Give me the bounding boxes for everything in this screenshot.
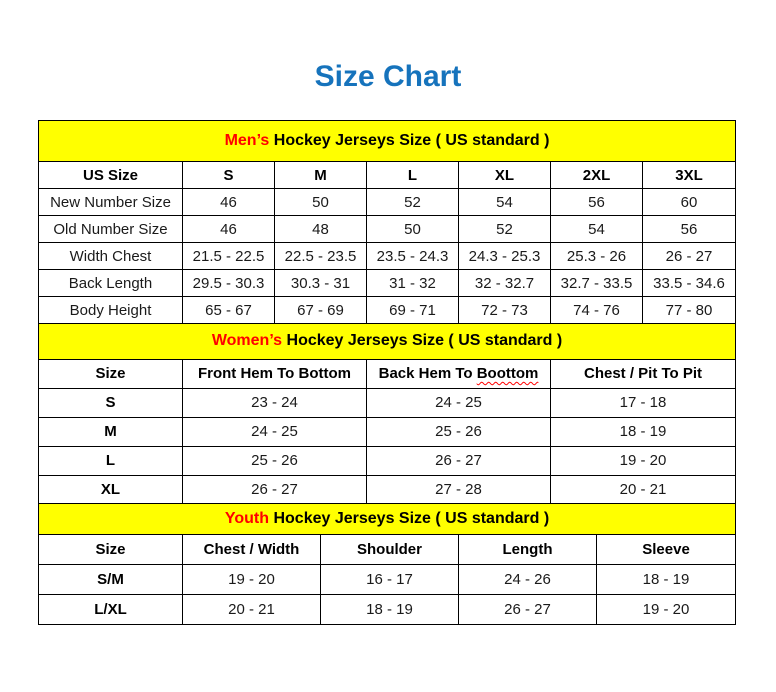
mens-section-header bbox=[39, 121, 736, 162]
row-label: M bbox=[39, 417, 183, 446]
table-row bbox=[39, 243, 736, 270]
column-header: Chest / Pit To Pit bbox=[551, 359, 736, 388]
row-label: Back Length bbox=[39, 270, 183, 297]
cell: 19 - 20 bbox=[597, 595, 736, 625]
cell: 25.3 - 26 bbox=[551, 243, 643, 270]
cell: 54 bbox=[459, 189, 551, 216]
row-label: Body Height bbox=[39, 297, 183, 324]
cell: 20 - 21 bbox=[183, 595, 321, 625]
cell: 19 - 20 bbox=[183, 565, 321, 595]
cell: 24 - 25 bbox=[183, 417, 367, 446]
column-header: Sleeve bbox=[597, 535, 736, 565]
cell: 29.5 - 30.3 bbox=[183, 270, 275, 297]
column-header: Size bbox=[39, 359, 183, 388]
cell: 69 - 71 bbox=[367, 297, 459, 324]
cell: 24 - 26 bbox=[459, 565, 597, 595]
table-row bbox=[39, 270, 736, 297]
column-header: 2XL bbox=[551, 162, 643, 189]
youth-column-header-row bbox=[39, 535, 736, 565]
cell: 46 bbox=[183, 189, 275, 216]
cell: 16 - 17 bbox=[321, 565, 459, 595]
cell: 72 - 73 bbox=[459, 297, 551, 324]
cell: 26 - 27 bbox=[367, 446, 551, 475]
mens-section-title-black: Hockey Jerseys Size ( US standard ) bbox=[269, 132, 550, 149]
cell: 26 - 27 bbox=[183, 475, 367, 504]
cell: 31 - 32 bbox=[367, 270, 459, 297]
youth-section-title bbox=[39, 504, 736, 535]
youth-size-table bbox=[38, 503, 736, 625]
column-header: Shoulder bbox=[321, 535, 459, 565]
column-header: Length bbox=[459, 535, 597, 565]
table-row bbox=[39, 595, 736, 625]
column-header: S bbox=[183, 162, 275, 189]
table-row bbox=[39, 417, 736, 446]
table-row bbox=[39, 446, 736, 475]
column-header: L bbox=[367, 162, 459, 189]
cell: 74 - 76 bbox=[551, 297, 643, 324]
youth-section-title-red: Youth bbox=[224, 510, 270, 527]
cell: 77 - 80 bbox=[643, 297, 736, 324]
cell: 18 - 19 bbox=[321, 595, 459, 625]
table-row bbox=[39, 297, 736, 324]
column-header-text: Back Hem To bbox=[378, 365, 477, 382]
womens-size-table bbox=[38, 323, 736, 505]
cell: 33.5 - 34.6 bbox=[643, 270, 736, 297]
womens-column-header-row bbox=[39, 359, 736, 388]
cell: 25 - 26 bbox=[183, 446, 367, 475]
column-header bbox=[367, 359, 551, 388]
cell: 23 - 24 bbox=[183, 388, 367, 417]
column-header: XL bbox=[459, 162, 551, 189]
cell: 19 - 20 bbox=[551, 446, 736, 475]
cell: 67 - 69 bbox=[275, 297, 367, 324]
table-row bbox=[39, 475, 736, 504]
youth-section-header bbox=[39, 504, 736, 535]
column-header: Size bbox=[39, 535, 183, 565]
cell: 32.7 - 33.5 bbox=[551, 270, 643, 297]
row-label: XL bbox=[39, 475, 183, 504]
table-row bbox=[39, 216, 736, 243]
cell: 52 bbox=[367, 189, 459, 216]
cell: 26 - 27 bbox=[459, 595, 597, 625]
womens-section-title bbox=[39, 323, 736, 359]
cell: 24 - 25 bbox=[367, 388, 551, 417]
column-header: Chest / Width bbox=[183, 535, 321, 565]
cell: 22.5 - 23.5 bbox=[275, 243, 367, 270]
row-label: L bbox=[39, 446, 183, 475]
cell: 60 bbox=[643, 189, 736, 216]
cell: 50 bbox=[367, 216, 459, 243]
cell: 25 - 26 bbox=[367, 417, 551, 446]
cell: 21.5 - 22.5 bbox=[183, 243, 275, 270]
row-label: L/XL bbox=[39, 595, 183, 625]
cell: 26 - 27 bbox=[643, 243, 736, 270]
cell: 56 bbox=[551, 189, 643, 216]
page-title: Size Chart bbox=[314, 60, 462, 93]
column-header-misspelled-word: Boottom bbox=[476, 365, 539, 382]
table-row bbox=[39, 565, 736, 595]
mens-column-header-row bbox=[39, 162, 736, 189]
cell: 54 bbox=[551, 216, 643, 243]
cell: 18 - 19 bbox=[551, 417, 736, 446]
mens-size-table bbox=[38, 120, 736, 324]
womens-section-title-black: Hockey Jerseys Size ( US standard ) bbox=[282, 332, 563, 349]
mens-section-title-red: Men’s bbox=[224, 132, 270, 149]
cell: 30.3 - 31 bbox=[275, 270, 367, 297]
womens-section-title-red: Women’s bbox=[211, 332, 283, 349]
cell: 46 bbox=[183, 216, 275, 243]
mens-section-title bbox=[39, 121, 736, 162]
row-label: S bbox=[39, 388, 183, 417]
cell: 20 - 21 bbox=[551, 475, 736, 504]
column-header: 3XL bbox=[643, 162, 736, 189]
cell: 32 - 32.7 bbox=[459, 270, 551, 297]
cell: 50 bbox=[275, 189, 367, 216]
table-row bbox=[39, 189, 736, 216]
cell: 23.5 - 24.3 bbox=[367, 243, 459, 270]
row-label: S/M bbox=[39, 565, 183, 595]
womens-section-header bbox=[39, 323, 736, 359]
size-tables-container bbox=[38, 120, 735, 625]
table-row bbox=[39, 388, 736, 417]
row-label: New Number Size bbox=[39, 189, 183, 216]
column-header: Front Hem To Bottom bbox=[183, 359, 367, 388]
cell: 17 - 18 bbox=[551, 388, 736, 417]
cell: 48 bbox=[275, 216, 367, 243]
cell: 56 bbox=[643, 216, 736, 243]
cell: 52 bbox=[459, 216, 551, 243]
row-label: Width Chest bbox=[39, 243, 183, 270]
youth-section-title-black: Hockey Jerseys Size ( US standard ) bbox=[269, 510, 550, 527]
column-header: US Size bbox=[39, 162, 183, 189]
cell: 27 - 28 bbox=[367, 475, 551, 504]
cell: 24.3 - 25.3 bbox=[459, 243, 551, 270]
column-header: M bbox=[275, 162, 367, 189]
row-label: Old Number Size bbox=[39, 216, 183, 243]
cell: 65 - 67 bbox=[183, 297, 275, 324]
cell: 18 - 19 bbox=[597, 565, 736, 595]
